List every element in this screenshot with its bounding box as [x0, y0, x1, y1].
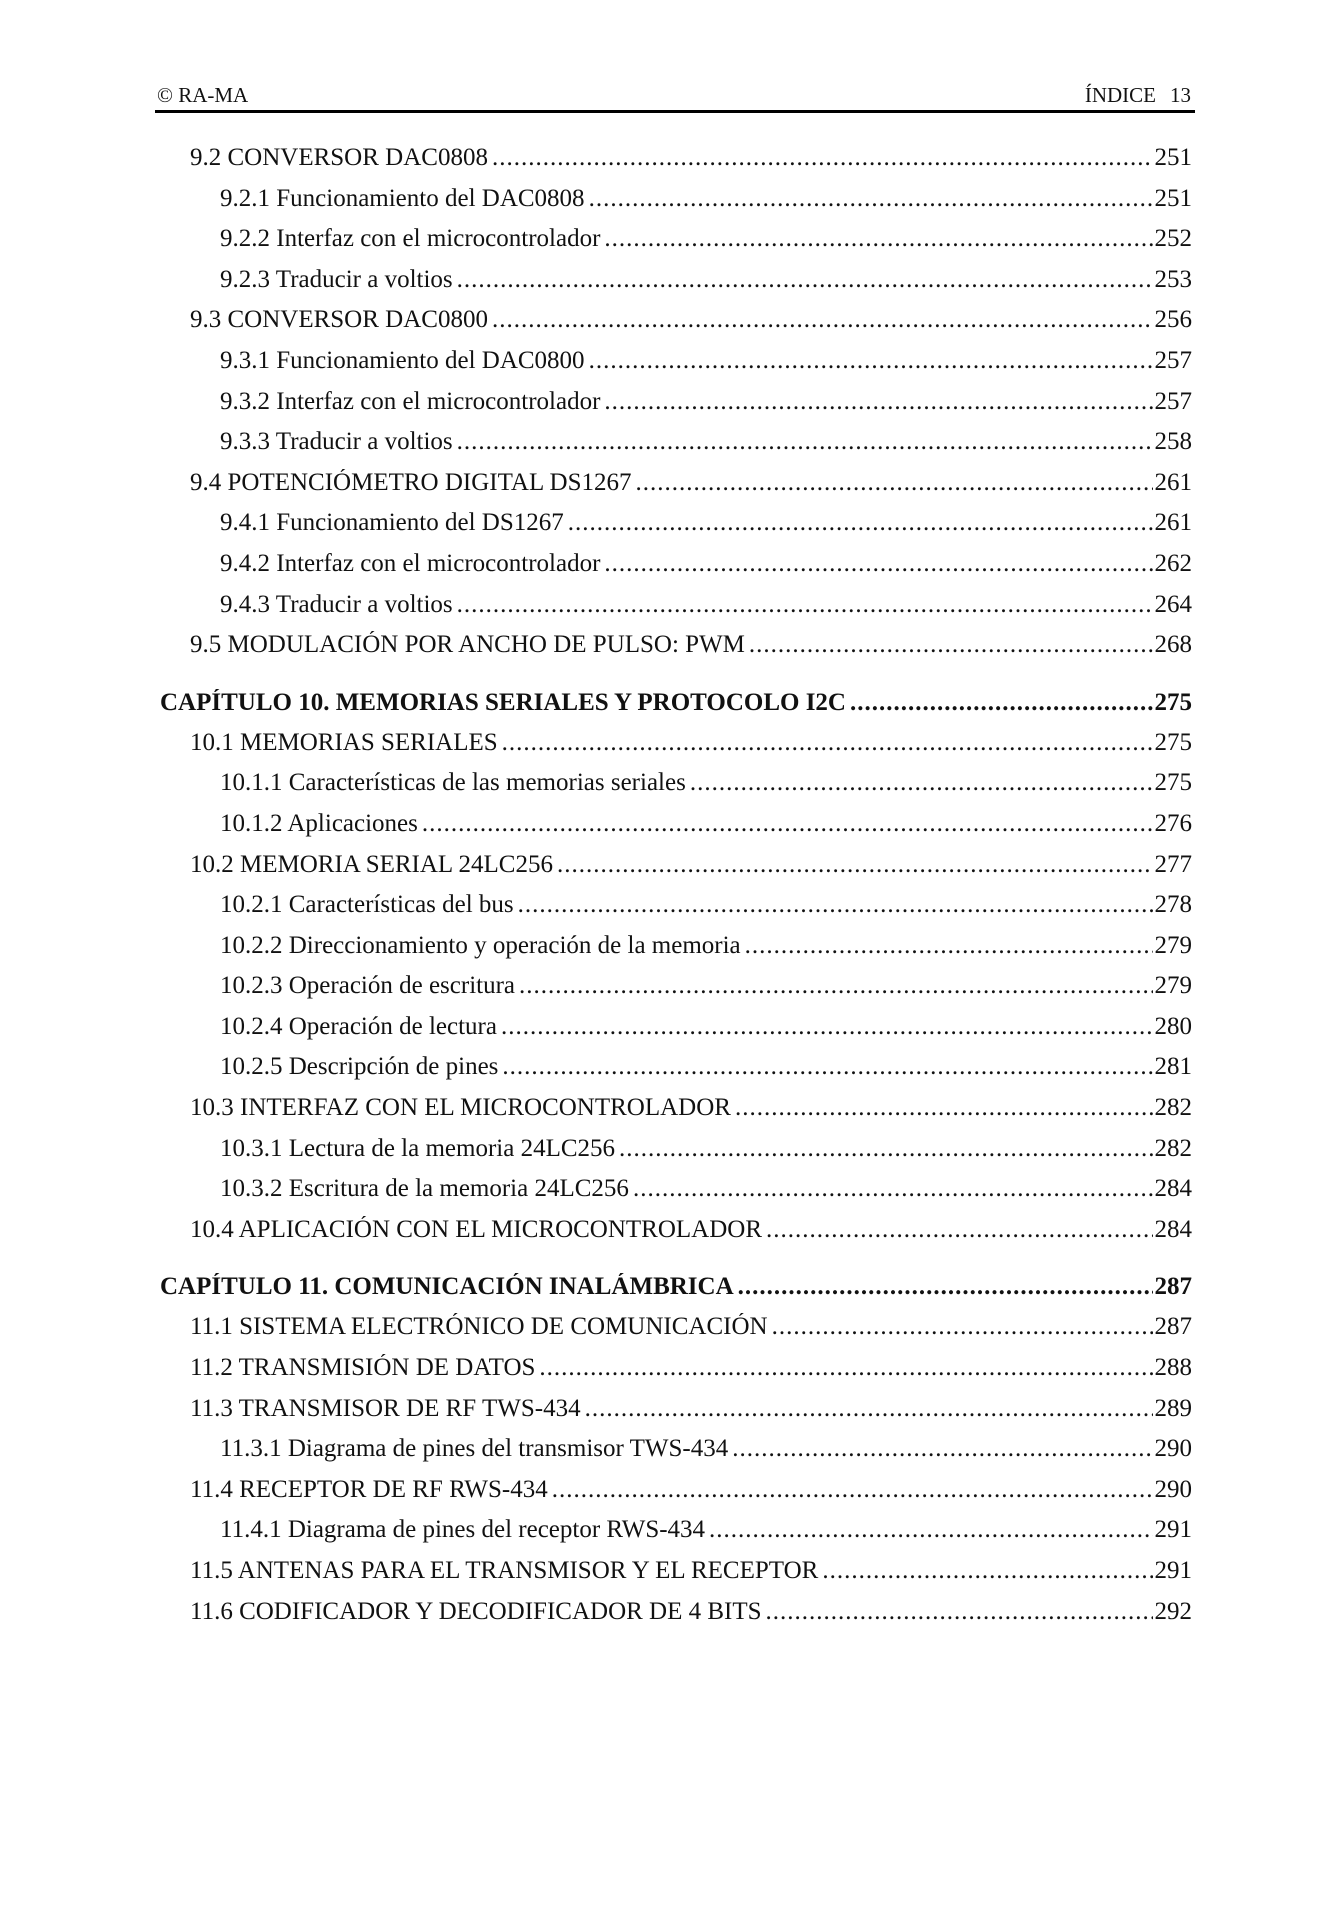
toc-entry-label: 9.4 POTENCIÓMETRO DIGITAL DS1267 [190, 468, 632, 496]
toc-entry-label: 11.5 ANTENAS PARA EL TRANSMISOR Y EL RECEPTOR [190, 1557, 819, 1584]
toc-leader-dots [589, 347, 1153, 375]
toc-leader-dots [749, 631, 1153, 659]
toc-entry [160, 932, 1192, 973]
toc-entry [160, 1013, 1192, 1054]
toc-entry-page: 257 [1154, 346, 1192, 374]
toc-entry-label: 9.3.2 Interfaz con el microcontrolador [220, 387, 601, 415]
toc-entry [160, 591, 1192, 632]
toc-entry-page: 292 [1154, 1597, 1192, 1625]
toc-entry-page: 289 [1154, 1394, 1192, 1422]
toc-entry-label: 10.3.2 Escritura de la memoria 24LC256 [220, 1175, 629, 1203]
toc-leader-dots [604, 550, 1152, 578]
toc-entry [160, 1435, 1192, 1476]
toc-leader-dots [585, 1395, 1153, 1423]
toc-entry-label: 9.2.2 Interfaz con el microcontrolador [220, 225, 601, 253]
toc-leader-dots [492, 144, 1153, 172]
toc-leader-dots [518, 891, 1153, 919]
toc-leader-dots [589, 185, 1153, 213]
toc-entry-page: 256 [1154, 306, 1192, 334]
toc-entry-page: 282 [1154, 1094, 1192, 1122]
toc-entry-label: 11.3.1 Diagrama de pines del transmisor TWS-434 [220, 1435, 729, 1463]
toc-entry-label: CAPÍTULO 10. MEMORIAS SERIALES Y PROTOCOLO I2C [160, 688, 846, 716]
toc-entry-label: 10.3.1 Lectura de la memoria 24LC256 [220, 1134, 616, 1162]
toc-entry [160, 1476, 1192, 1517]
toc-entry [160, 1053, 1192, 1094]
toc-entry-page: 275 [1154, 728, 1192, 756]
toc-leader-dots [492, 306, 1153, 334]
toc-entry-label: 10.1.2 Aplicaciones [220, 809, 418, 837]
toc-entry-label: 10.3 INTERFAZ CON EL MICROCONTROLADOR [190, 1094, 731, 1122]
toc-entry [160, 1354, 1192, 1395]
toc-leader-dots [457, 428, 1153, 456]
toc-entry-label: CAPÍTULO 11. COMUNICACIÓN INALÁMBRICA [160, 1273, 734, 1301]
toc-entry-label: 11.6 CODIFICADOR Y DECODIFICADOR DE 4 BITS [190, 1597, 762, 1625]
toc-entry [160, 388, 1192, 429]
toc-entry [160, 428, 1192, 469]
toc-entry [160, 729, 1192, 770]
toc-leader-dots [422, 810, 1153, 838]
toc-entry-label: 9.2 CONVERSOR DAC0808 [190, 144, 488, 171]
section-title: ÍNDICE [1084, 83, 1156, 107]
toc-entry [160, 891, 1192, 932]
toc-entry-label: 9.3.1 Funcionamiento del DAC0800 [220, 346, 585, 374]
toc-leader-dots [709, 1516, 1152, 1544]
toc-entry-label: 10.2.2 Direccionamiento y operación de la memoria [220, 931, 741, 959]
toc-entry [160, 631, 1192, 672]
toc-entry [160, 1516, 1192, 1557]
toc-leader-dots [457, 591, 1153, 619]
toc-entry-page: 275 [1154, 688, 1192, 716]
toc-entry-page: 282 [1154, 1134, 1192, 1162]
toc-entry-page: 288 [1154, 1354, 1192, 1382]
toc-entry-page: 276 [1154, 809, 1192, 837]
toc-entry-page: 287 [1154, 1273, 1192, 1301]
toc-entry-label: 11.4 RECEPTOR DE RF RWS-434 [190, 1475, 548, 1503]
toc-entry-page: 290 [1154, 1475, 1192, 1503]
toc-entry-page: 261 [1154, 509, 1192, 537]
toc-leader-dots [633, 1175, 1153, 1203]
toc-entry [160, 1216, 1192, 1257]
toc-entry-page: 287 [1154, 1313, 1192, 1341]
toc-leader-dots [738, 1273, 1153, 1301]
table-of-contents [160, 144, 1192, 1638]
toc-leader-dots [636, 469, 1153, 497]
toc-leader-dots [457, 266, 1153, 294]
toc-leader-dots [735, 1094, 1153, 1122]
toc-entry-label: 11.4.1 Diagrama de pines del receptor RWS-434 [220, 1516, 706, 1544]
toc-entry [160, 469, 1192, 510]
toc-entry-label: 9.3.3 Traducir a voltios [220, 428, 453, 456]
toc-entry [160, 1313, 1192, 1354]
toc-entry [160, 225, 1192, 266]
toc-entry [160, 347, 1192, 388]
toc-entry-page: 252 [1154, 225, 1192, 253]
toc-entry [160, 550, 1192, 591]
toc-leader-dots [557, 851, 1153, 879]
toc-entry [160, 266, 1192, 307]
toc-leader-dots [502, 1053, 1152, 1081]
toc-entry-page: 277 [1154, 850, 1192, 878]
page-number: 13 [1170, 83, 1191, 107]
toc-entry [160, 306, 1192, 347]
toc-leader-dots [604, 225, 1152, 253]
toc-entry-page: 251 [1154, 184, 1192, 212]
toc-entry-label: 10.2.5 Descripción de pines [220, 1053, 499, 1081]
toc-leader-dots [766, 1598, 1153, 1626]
toc-leader-dots [732, 1435, 1152, 1463]
toc-leader-dots [604, 388, 1152, 416]
toc-entry-label: 9.2.3 Traducir a voltios [220, 265, 453, 293]
toc-entry-label: 10.1.1 Características de las memorias seriales [220, 769, 686, 797]
toc-entry-page: 261 [1154, 468, 1192, 496]
toc-entry-label: 9.4.2 Interfaz con el microcontrolador [220, 549, 601, 577]
toc-leader-dots [619, 1135, 1152, 1163]
toc-entry-label: 11.1 SISTEMA ELECTRÓNICO DE COMUNICACIÓN [190, 1313, 768, 1341]
running-head [1085, 83, 1191, 108]
toc-entry [160, 1094, 1192, 1135]
toc-entry-page: 258 [1154, 428, 1192, 456]
toc-entry-label: 9.5 MODULACIÓN POR ANCHO DE PULSO: PWM [190, 631, 745, 659]
toc-entry [160, 144, 1192, 185]
toc-leader-dots [850, 689, 1153, 717]
toc-entry-label: 10.2.1 Características del bus [220, 891, 514, 919]
toc-entry-label: 11.3 TRANSMISOR DE RF TWS-434 [190, 1394, 581, 1422]
toc-entry-label: 11.2 TRANSMISIÓN DE DATOS [190, 1354, 536, 1382]
toc-leader-dots [501, 1013, 1153, 1041]
toc-entry-label: 9.2.1 Funcionamiento del DAC0808 [220, 184, 585, 212]
toc-entry-page: 279 [1154, 972, 1192, 1000]
toc-chapter-entry [160, 1273, 1192, 1313]
toc-entry-page: 279 [1154, 931, 1192, 959]
toc-entry-page: 284 [1154, 1175, 1192, 1203]
toc-leader-dots [568, 509, 1153, 537]
page-header [155, 80, 1195, 113]
toc-entry-page: 275 [1154, 769, 1192, 797]
toc-entry [160, 851, 1192, 892]
toc-entry-page: 284 [1154, 1215, 1192, 1243]
toc-entry [160, 769, 1192, 810]
toc-entry-label: 10.2 MEMORIA SERIAL 24LC256 [190, 850, 553, 878]
toc-entry [160, 810, 1192, 851]
toc-entry [160, 1175, 1192, 1216]
toc-entry-page: 280 [1154, 1012, 1192, 1040]
toc-leader-dots [539, 1354, 1152, 1382]
toc-entry [160, 1557, 1192, 1598]
toc-entry-page: 253 [1154, 265, 1192, 293]
toc-entry [160, 1135, 1192, 1176]
toc-entry-label: 10.1 MEMORIAS SERIALES [190, 728, 498, 756]
toc-entry-page: 262 [1154, 549, 1192, 577]
toc-leader-dots [502, 729, 1153, 757]
toc-entry-page: 291 [1154, 1516, 1192, 1544]
toc-entry-page: 281 [1154, 1053, 1192, 1081]
toc-entry [160, 1598, 1192, 1639]
toc-entry-page: 290 [1154, 1435, 1192, 1463]
toc-entry-page: 264 [1154, 590, 1192, 618]
toc-entry-label: 9.3 CONVERSOR DAC0800 [190, 306, 488, 334]
toc-entry-label: 10.2.4 Operación de lectura [220, 1012, 497, 1040]
toc-chapter-entry [160, 689, 1192, 729]
toc-leader-dots [772, 1313, 1153, 1341]
toc-entry [160, 1395, 1192, 1436]
toc-entry-page: 291 [1154, 1557, 1192, 1584]
toc-entry-label: 10.4 APLICACIÓN CON EL MICROCONTROLADOR [190, 1215, 763, 1243]
toc-entry [160, 972, 1192, 1013]
toc-leader-dots [552, 1476, 1153, 1504]
toc-entry-label: 9.4.1 Funcionamiento del DS1267 [220, 509, 564, 537]
toc-leader-dots [766, 1216, 1152, 1244]
toc-leader-dots [690, 769, 1153, 797]
toc-entry [160, 509, 1192, 550]
publisher-mark: © RA-MA [157, 83, 249, 107]
toc-entry-label: 10.2.3 Operación de escritura [220, 972, 516, 1000]
toc-leader-dots [519, 972, 1152, 1000]
toc-leader-dots [822, 1557, 1152, 1585]
toc-entry-page: 268 [1154, 631, 1192, 659]
toc-leader-dots [745, 932, 1153, 960]
toc-entry-page: 257 [1154, 387, 1192, 415]
toc-entry-page: 251 [1154, 144, 1192, 171]
toc-entry-label: 9.4.3 Traducir a voltios [220, 590, 453, 618]
toc-entry [160, 185, 1192, 226]
toc-entry-page: 278 [1154, 891, 1192, 919]
